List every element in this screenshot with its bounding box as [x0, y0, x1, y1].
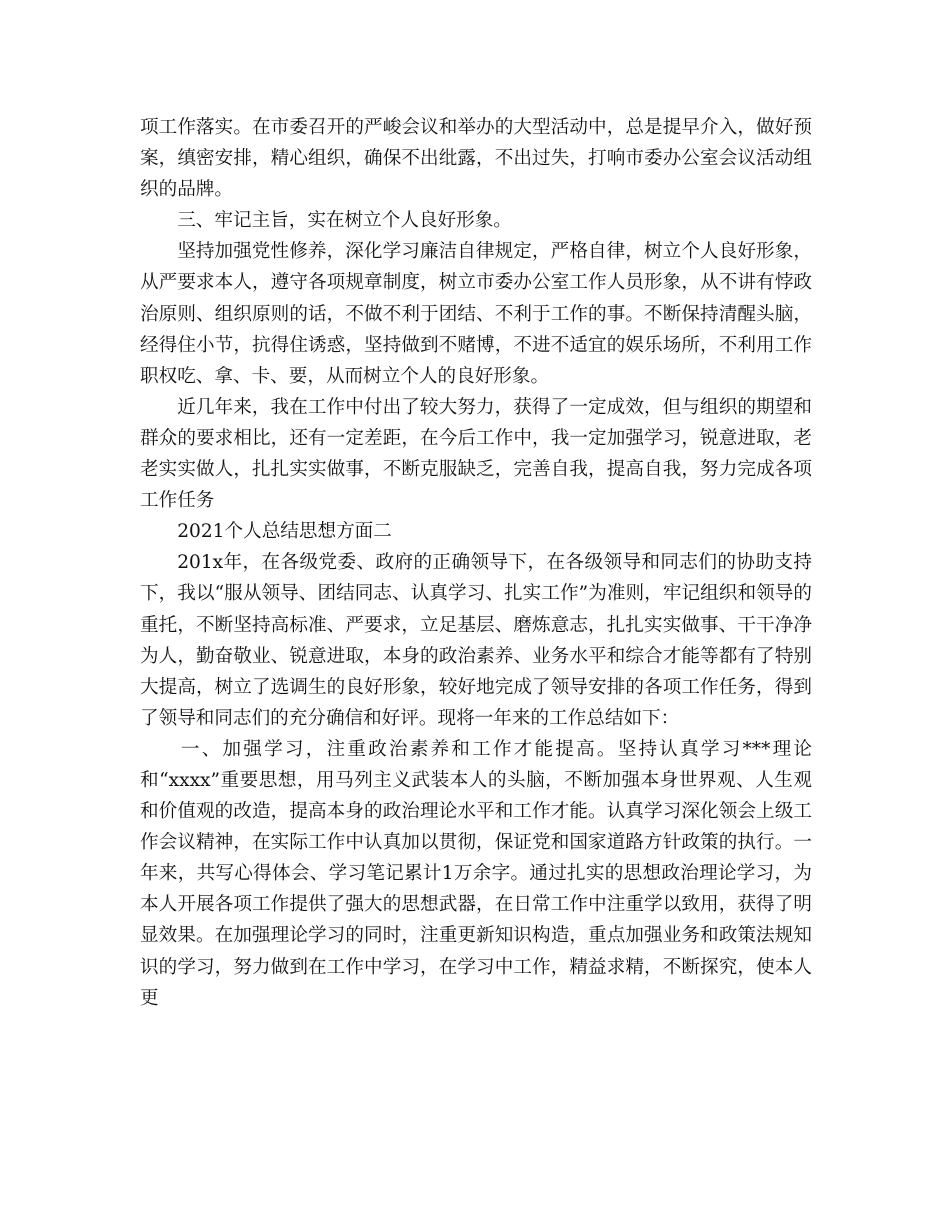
section-heading-3: 三、牢记主旨，实在树立个人良好形象。 — [177, 210, 512, 232]
document-subtitle: 2021个人总结思想方面二 — [177, 521, 392, 543]
paragraph-intro: 201x年，在各级党委、政府的正确领导下，在各级领导和同志们的协助支持下，我以“服从领导、团结同志、认真学习、扎实工作”为准则，牢记组织和领导的重托，不断坚持高标准、严要求，立足基层、磨炼意志，扎扎实实做事、干干净净为人，勤奋敬业、锐意进取，本身的政治素养、业务水平和综合才能等都有了特别大提高，树立了选调生的良好形象，较好地完成了领导安排的各项工作任务，得到了领导和同志们的充分确信和好评。现将一年来的工作总结如下： — [140, 552, 812, 729]
paragraph-study: 一、加强学习，注重政治素养和工作才能提高。坚持认真学习***理论和“xxxx”重要思想，用马列主义武装本人的头脑，不断加强本身世界观、人生观和价值观的改造，提高本身的政治理论水平和工作才能。认真学习深化领会上级工作会议精神，在实际工作中认真加以贯彻，保证党和国家道路方针政策的执行。一年来，共写心得体会、学习笔记累计1万余字。通过扎实的思想政治理论学习，为本人开展各项工作提供了强大的思想武器，在日常工作中注重学以致用，获得了明显效果。在加强理论学习的同时，注重更新知识构造，重点加强业务和政策法规知识的学习，努力做到在工作中学习，在学习中工作，精益求精，不断探究，使本人更 — [140, 738, 812, 1009]
paragraph-self-discipline: 坚持加强党性修养，深化学习廉洁自律规定，严格自律，树立个人良好形象，从严要求本人，遵守各项规章制度，树立市委办公室工作人员形象，从不讲有悖政治原则、组织原则的话，不做不利于团结、不利于工作的事。不断保持清醒头脑，经得住小节，抗得住诱惑，坚持做到不赌博，不进不适宜的娱乐场所，不利用工作职权吃、拿、卡、要，从而树立个人的良好形象。 — [140, 241, 812, 387]
document-page — [140, 112, 812, 1014]
paragraph-conclusion: 近几年来，我在工作中付出了较大努力，获得了一定成效，但与组织的期望和群众的要求相比，还有一定差距，在今后工作中，我一定加强学习，锐意进取，老老实实做人，扎扎实实做事，不断克服缺乏，完善自我，提高自我，努力完成各项工作任务 — [140, 396, 812, 512]
paragraph-continuation: 项工作落实。在市委召开的严峻会议和举办的大型活动中，总是提早介入，做好预案，缜密安排，精心组织，确保不出纰露，不出过失，打响市委办公室会议活动组织的品牌。 — [140, 117, 812, 201]
